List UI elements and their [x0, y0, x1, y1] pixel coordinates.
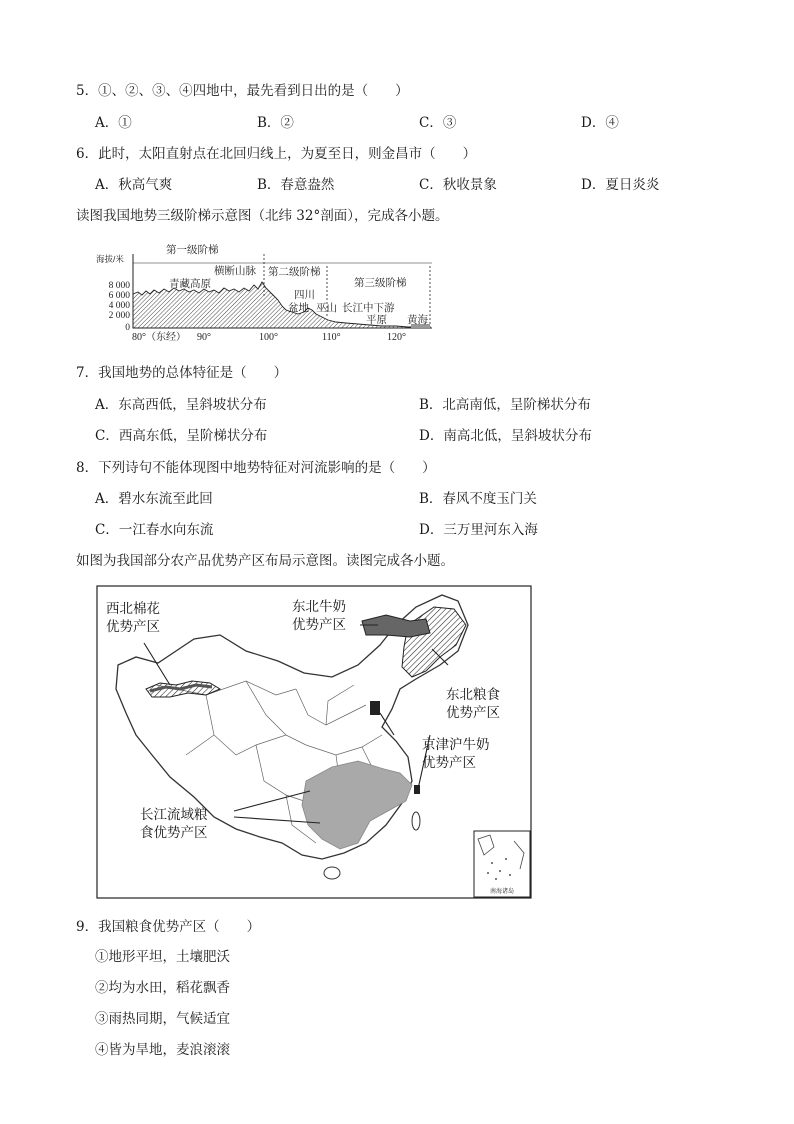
profile-xtick: 90°	[197, 332, 211, 343]
q5-option-d: D．④	[581, 115, 619, 131]
q5-option-a: A．①	[95, 115, 132, 131]
q7-option-a: A．东高西低，呈斜坡状分布	[95, 397, 267, 413]
intro-agriculture: 如图为我国部分农产品优势产区布局示意图。读图完成各小题。	[76, 553, 454, 569]
q8-option-d: D．三万里河东入海	[419, 522, 538, 538]
south-china-sea-inset	[474, 831, 530, 897]
intro-terrain: 读图我国地势三级阶梯示意图（北纬 32°剖面），完成各小题。	[76, 208, 449, 224]
q6-option-d: D．夏日炎炎	[581, 177, 660, 193]
label-qingzang: 青藏高原	[169, 278, 211, 290]
label-hengduan: 横断山脉	[214, 265, 256, 277]
label-ne-grain-2: 优势产区	[446, 705, 500, 720]
label-yangtze-grain-2: 食优势产区	[140, 825, 208, 840]
q9-item-3: ③雨热同期，气候适宜	[95, 1011, 230, 1027]
label-sichuan: 四川	[294, 289, 315, 301]
q8-option-c: C．一江春水向东流	[95, 522, 214, 538]
q7-option-c: C．西高东低，呈阶梯状分布	[95, 428, 268, 444]
agriculture-map-figure	[96, 585, 532, 899]
q9-stem: 9．我国粮食优势产区（ ）	[76, 919, 261, 935]
label-nw-cotton-1: 西北棉花	[106, 601, 160, 616]
inset-label: 南海诸岛	[489, 889, 515, 895]
q9-item-2: ②均为水田，稻花飘香	[95, 980, 230, 996]
profile-xtick: 120°	[387, 332, 406, 343]
q7-option-d: D．南高北低，呈斜坡状分布	[419, 428, 592, 444]
terrain-profile-figure	[96, 238, 438, 346]
region-jjh-milk-north	[370, 701, 380, 715]
q6-stem: 6．此时，太阳直射点在北回归线上，为夏至日，则金昌市（ ）	[76, 146, 477, 162]
label-jjh-milk-2: 优势产区	[422, 755, 476, 770]
q5-option-c: C．③	[419, 115, 457, 131]
label-jjh-milk-1: 京津沪牛奶	[422, 737, 490, 752]
label-wushan: 巫山	[316, 302, 337, 314]
label-plain: 平原	[366, 314, 387, 326]
q9-item-4: ④皆为旱地，麦浪滚滚	[95, 1042, 230, 1058]
label-yangtze-grain-1: 长江流域粮	[140, 807, 208, 822]
label-nw-cotton-2: 优势产区	[106, 619, 160, 634]
q6-option-a: A．秋高气爽	[95, 177, 173, 193]
profile-ylabel: 海拔/米	[96, 254, 124, 264]
label-yangtze-plain: 长江中下游	[342, 302, 395, 314]
profile-ytick: 2 000	[108, 311, 130, 321]
q7-stem: 7．我国地势的总体特征是（ ）	[76, 365, 288, 381]
label-ne-milk-2: 优势产区	[292, 617, 346, 632]
step-2-label: 第二级阶梯	[268, 266, 321, 278]
label-basin: 盆地	[288, 302, 309, 314]
q8-option-a: A．碧水东流至此回	[95, 491, 213, 507]
profile-ytick: 8 000	[108, 281, 130, 291]
q5-stem: 5．①、②、③、④四地中，最先看到日出的是（ ）	[76, 83, 409, 99]
q5-option-b: B．②	[257, 115, 294, 131]
label-ne-milk-1: 东北牛奶	[292, 599, 346, 614]
step-1-label: 第一级阶梯	[166, 244, 219, 256]
profile-ytick: 0	[125, 323, 130, 333]
label-ne-grain-1: 东北粮食	[446, 687, 500, 702]
step-3-label: 第三级阶梯	[354, 277, 407, 289]
q6-option-c: C．秋收景象	[419, 177, 497, 193]
profile-ytick: 4 000	[108, 301, 130, 311]
q8-stem: 8．下列诗句不能体现图中地势特征对河流影响的是（ ）	[76, 460, 436, 476]
q9-item-1: ①地形平坦，土壤肥沃	[95, 949, 230, 965]
profile-xtick: 80°（东经）	[132, 332, 186, 343]
q8-option-b: B．春风不度玉门关	[419, 491, 537, 507]
label-yellow-sea: 黄海	[407, 314, 428, 326]
profile-ytick: 6 000	[108, 291, 130, 301]
q6-option-b: B．春意盎然	[257, 177, 335, 193]
q7-option-b: B．北高南低，呈阶梯状分布	[419, 397, 591, 413]
profile-xtick: 100°	[259, 332, 278, 343]
profile-xtick: 110°	[322, 332, 341, 343]
